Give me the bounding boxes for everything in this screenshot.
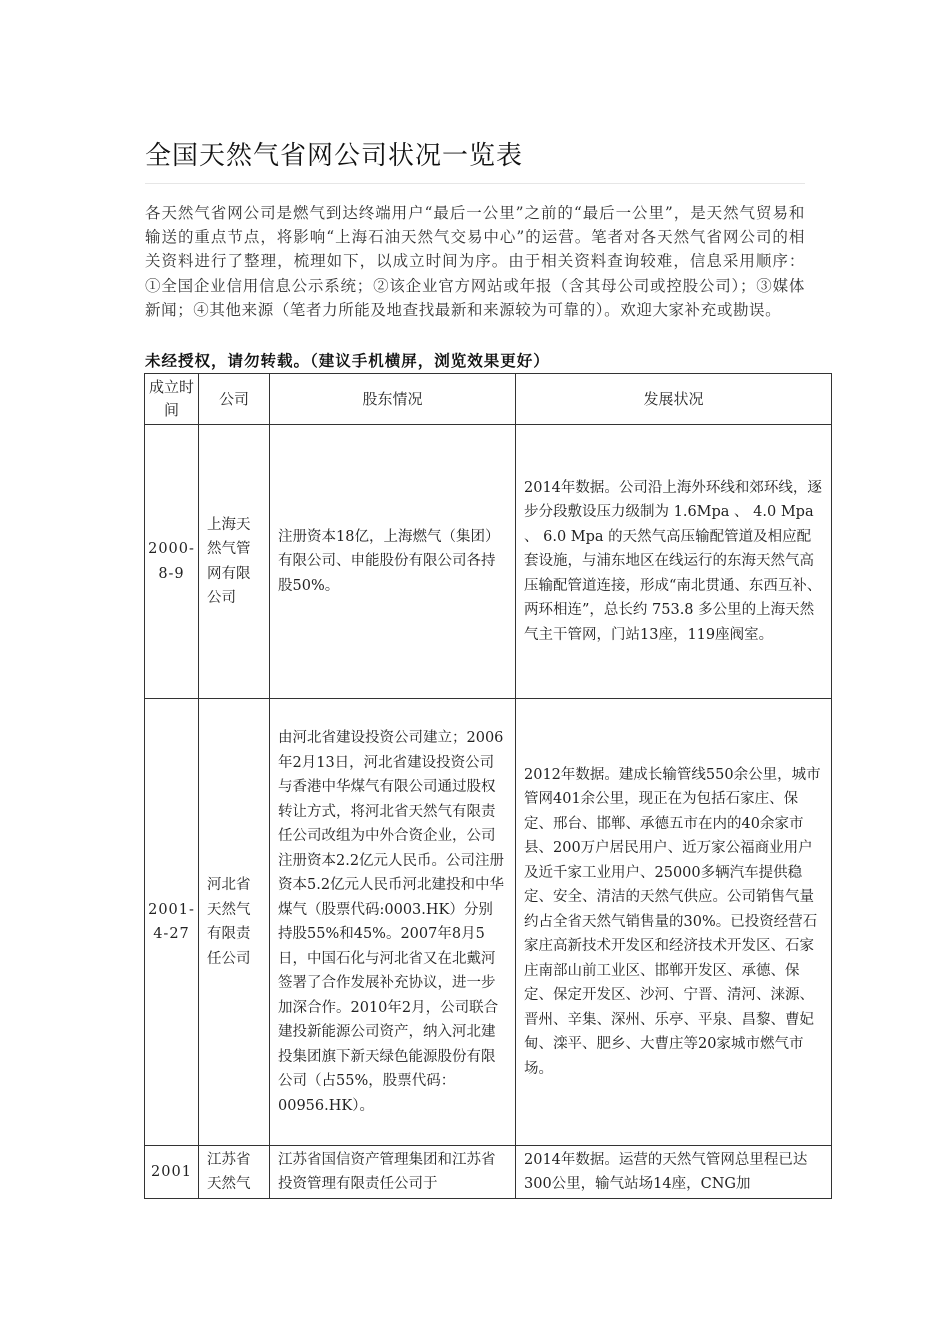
cell-company: 上海天然气管网有限公司 — [199, 425, 270, 699]
header-development: 发展状况 — [516, 374, 832, 425]
provincial-network-table — [144, 373, 832, 1199]
cell-shareholders: 由河北省建设投资公司建立；2006年2月13日，河北省建设投资公司与香港中华煤气有限公司通过股权转让方式，将河北省天然气有限责任公司改组为中外合资企业，公司注册资本2.2亿元人民币。公司注册资本5.2亿元人民币河北建投和中华煤气（股票代码:0003.HK）分别持股55%和45%。2007年8月5日，中国石化与河北省又在北戴河签署了合作发展补充协议，进一步加深合作。2010年2月，公司联合建投新能源公司资产，纳入河北建投集团旗下新天绿色能源股份有限公司（占55%，股票代码：00956.HK）。 — [270, 699, 516, 1146]
table-row — [145, 1146, 832, 1199]
cell-company: 江苏省天然气 — [199, 1146, 270, 1199]
cell-development: 2014年数据。公司沿上海外环线和郊环线，逐步分段敷设压力级制为 1.6Mpa 、 4.0 Mpa 、 6.0 Mpa 的天然气高压输配管道及相应配套设施，与浦东地区在线运行的东海天然气高压输配管道连接，形成“南北贯通、东西互补、两环相连”，总长约 753.8 多公里的上海天然气主干管网，门站13座，119座阀室。 — [516, 425, 832, 699]
cell-company: 河北省天然气有限责任公司 — [199, 699, 270, 1146]
cell-time: 2001-4-27 — [145, 699, 199, 1146]
cell-development: 2014年数据。运营的天然气管网总里程已达300公里，输气站场14座，CNG加 — [516, 1146, 832, 1199]
table-header-row — [145, 374, 832, 425]
table-row — [145, 425, 832, 699]
cell-development: 2012年数据。建成长输管线550余公里，城市管网401余公里，现正在为包括石家庄、保定、邢台、邯郸、承德五市在内的40余家市县、200万户居民用户、近万家公福商业用户及近千家工业用户、25000多辆汽车提供稳定、安全、清洁的天然气供应。公司销售气量约占全省天然气销售量的30%。已投资经营石家庄高新技术开发区和经济技术开发区、石家庄南部山前工业区、邯郸开发区、承德、保定、保定开发区、沙河、宁晋、清河、涞源、晋州、辛集、深州、乐亭、平泉、昌黎、曹妃甸、滦平、肥乡、大曹庄等20家城市燃气市场。 — [516, 699, 832, 1146]
header-established-time: 成立时间 — [145, 374, 199, 425]
copyright-notice: 未经授权，请勿转载。（建议手机横屏，浏览效果更好） — [145, 352, 550, 370]
cell-shareholders: 江苏省国信资产管理集团和江苏省投资管理有限责任公司于 — [270, 1146, 516, 1199]
header-company: 公司 — [199, 374, 270, 425]
page-title: 全国天然气省网公司状况一览表 — [145, 141, 524, 171]
table-row — [145, 699, 832, 1146]
cell-shareholders: 注册资本18亿，上海燃气（集团）有限公司、申能股份有限公司各持股50%。 — [270, 425, 516, 699]
intro-paragraph: 各天然气省网公司是燃气到达终端用户“最后一公里”之前的“最后一公里”，是天然气贸易和输送的重点节点，将影响“上海石油天然气交易中心”的运营。笔者对各天然气省网公司的相关资料进行了整理，梳理如下，以成立时间为序。由于相关资料查询较难，信息采用顺序：①全国企业信用信息公示系统；②该企业官方网站或年报（含其母公司或控股公司）；③媒体新闻；④其他来源（笔者力所能及地查找最新和来源较为可靠的）。欢迎大家补充或勘误。 — [145, 204, 805, 319]
title-divider — [145, 183, 805, 184]
cell-time: 2000-8-9 — [145, 425, 199, 699]
cell-time: 2001 — [145, 1146, 199, 1199]
header-shareholders: 股东情况 — [270, 374, 516, 425]
